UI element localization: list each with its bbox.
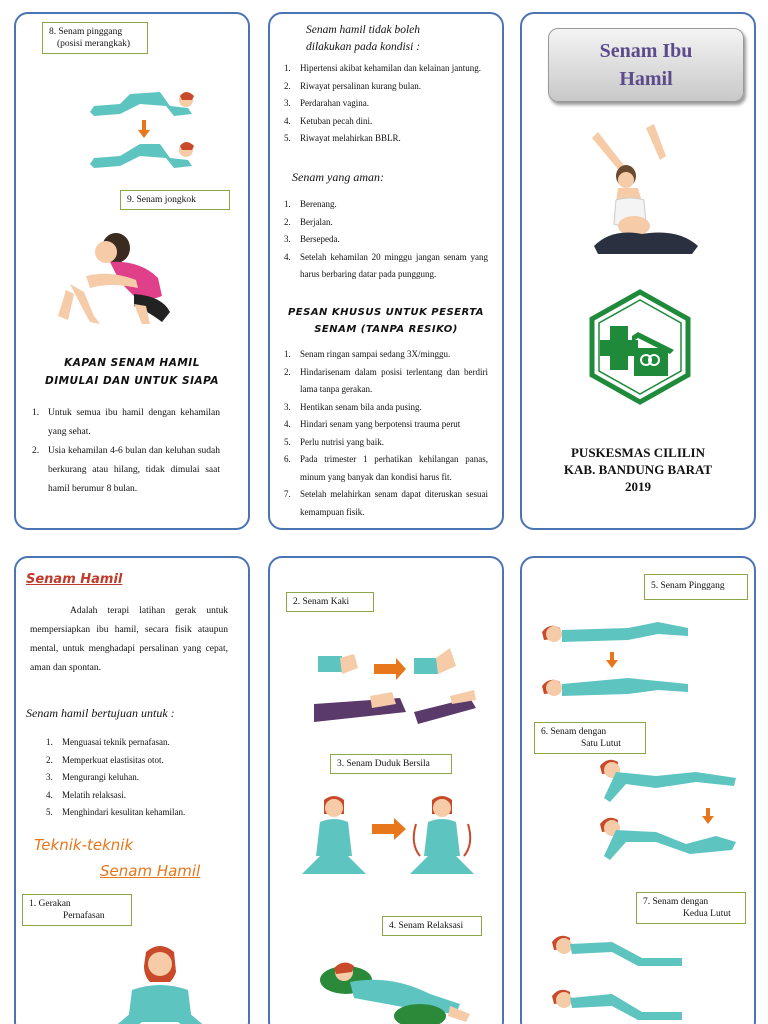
heading-line: dilakukan pada kondisi : xyxy=(306,41,421,53)
item-number: 1. xyxy=(284,199,291,209)
item-text: Menghindari kesulitan kehamilan. xyxy=(62,807,186,817)
list-item xyxy=(280,346,488,364)
item-number: 1. xyxy=(46,737,53,747)
heading-line: KAPAN SENAM HAMIL xyxy=(64,357,200,369)
list-item xyxy=(42,804,232,822)
item-text: Setelah kehamilan 20 minggu jangan senam yang harus berbaring datar pada punggung. xyxy=(300,251,488,279)
crawling-exercise-illustration xyxy=(80,84,210,174)
list-item xyxy=(280,113,488,131)
item-number: 5. xyxy=(284,436,291,447)
label-text: 8. Senam pinggang xyxy=(49,27,123,37)
item-number: 6. xyxy=(284,454,291,464)
item-number: 4. xyxy=(284,419,291,429)
item-text: Memperkuat elastisitas otot. xyxy=(62,754,164,765)
label-text: (posisi merangkak) xyxy=(57,39,131,49)
item-number: 1. xyxy=(284,349,291,359)
when-and-who-list xyxy=(28,404,220,499)
cross-legged-sitting-illustration xyxy=(296,794,476,878)
list-item xyxy=(280,399,488,417)
heading-line: Senam hamil tidak boleh xyxy=(306,24,421,36)
item-number: 2. xyxy=(46,754,53,765)
list-item xyxy=(280,249,488,284)
heading-line: Teknik-teknik xyxy=(34,836,134,854)
list-item xyxy=(28,442,220,499)
label-text: 4. Senam Relaksasi xyxy=(389,921,464,931)
label-senam-relaksasi xyxy=(382,916,482,936)
title-line: Senam Ibu xyxy=(599,40,693,62)
item-number: 2. xyxy=(284,80,291,91)
item-text: Berjalan. xyxy=(300,216,333,227)
list-item xyxy=(42,734,232,752)
label-text: 1. Gerakan xyxy=(29,899,71,909)
purpose-heading: Senam hamil bertujuan untuk : xyxy=(26,706,175,720)
org-line: KAB. BANDUNG BARAT xyxy=(563,462,713,477)
item-text: Mengurangi keluhan. xyxy=(62,772,139,782)
item-number: 7. xyxy=(284,489,291,499)
label-senam-kedua-lutut xyxy=(636,892,746,924)
item-number: 1. xyxy=(284,63,291,73)
list-item xyxy=(42,752,232,770)
special-message-heading xyxy=(276,304,496,338)
intro-paragraph: Adalah terapi latihan gerak untuk mempersiapkan ibu hamil, secara fisik ataupun mental, untuk menghadapi persalinan yang cepat, aman dan spontan. xyxy=(30,606,228,673)
panel-senam-hamil-intro xyxy=(14,556,250,1024)
label-text: Pernafasan xyxy=(63,911,105,921)
label-frame xyxy=(644,574,748,600)
item-number: 1. xyxy=(32,408,40,418)
list-item xyxy=(42,769,232,787)
panel-exercises-8-9 xyxy=(14,12,250,530)
item-text: Hentikan senam bila anda pusing. xyxy=(300,401,422,412)
label-text: Satu Lutut xyxy=(581,739,621,749)
item-number: 5. xyxy=(284,133,291,143)
list-item xyxy=(280,486,488,521)
item-text: Usia kehamilan 4-6 bulan dan keluhan sudah berkurang atau hilang, tidak dimulai saat hamil berumur 8 bulan. xyxy=(48,446,220,494)
label-senam-pinggang-8 xyxy=(42,22,148,54)
panel-cover xyxy=(520,12,756,530)
label-text: 3. Senam Duduk Bersila xyxy=(337,759,430,769)
item-text: Bersepeda. xyxy=(300,234,340,244)
item-number: 3. xyxy=(284,98,291,108)
label-text: 9. Senam jongkok xyxy=(127,195,196,205)
org-line: PUSKESMAS CILILIN xyxy=(570,445,705,460)
label-text: 6. Senam dengan xyxy=(541,727,607,737)
item-text: Berenang. xyxy=(300,199,337,209)
item-text: Menguasai teknik pernafasan. xyxy=(62,737,170,747)
yoga-woman-illustration xyxy=(582,118,712,258)
list-item xyxy=(280,364,488,399)
item-number: 2. xyxy=(284,366,291,377)
heading-line: PESAN KHUSUS UNTUK PESERTA xyxy=(287,307,485,318)
label-text: 7. Senam dengan xyxy=(643,897,709,907)
heading-line: DIMULAI DAN UNTUK SIAPA xyxy=(44,375,219,387)
title-line: Hamil xyxy=(619,68,673,90)
item-text: Pada trimester 1 perhatikan kehilangan panas, minum yang banyak dan kondisi harus fit. xyxy=(300,454,488,482)
item-text: Untuk semua ibu hamil dengan kehamilan yang sehat. xyxy=(48,408,220,437)
label-senam-duduk-bersila xyxy=(330,754,452,774)
list-item xyxy=(280,95,488,113)
breathing-exercise-illustration xyxy=(102,942,218,1024)
item-text: Melatih relaksasi. xyxy=(62,789,126,800)
label-senam-satu-lutut xyxy=(534,722,646,754)
item-number: 2. xyxy=(284,216,291,227)
foot-exercise-illustration xyxy=(310,642,480,732)
item-text: Perdarahan vagina. xyxy=(300,98,369,108)
one-knee-exercise-illustration xyxy=(586,758,746,868)
squatting-woman-illustration xyxy=(50,226,180,336)
item-number: 5. xyxy=(46,807,53,817)
item-text: Hipertensi akibat kehamilan dan kelainan jantung. xyxy=(300,63,481,73)
list-item xyxy=(280,196,488,214)
heading-line: Senam Hamil xyxy=(100,862,201,880)
item-number: 4. xyxy=(46,789,53,800)
item-text: Riwayat melahirkan BBLR. xyxy=(300,133,401,143)
label-gerakan-pernafasan xyxy=(22,894,132,926)
item-number: 3. xyxy=(46,772,53,782)
label-text: 5. Senam Pinggang xyxy=(651,581,725,591)
list-item xyxy=(280,60,488,78)
list-item xyxy=(280,434,488,452)
heading-line: SENAM (TANPA RESIKO) xyxy=(314,324,458,335)
special-message-list xyxy=(280,346,488,521)
puskesmas-logo-icon xyxy=(586,288,694,406)
item-text: Hindari senam yang berpotensi trauma perut xyxy=(300,419,461,429)
item-number: 3. xyxy=(284,234,291,244)
list-item xyxy=(280,231,488,249)
both-knees-exercise-illustration xyxy=(542,932,702,1024)
list-item xyxy=(42,787,232,805)
item-text: Senam ringan sampai sedang 3X/minggu. xyxy=(300,349,451,359)
item-text: Perlu nutrisi yang baik. xyxy=(300,436,384,447)
list-item xyxy=(280,78,488,96)
panel-exercises-5-7 xyxy=(520,556,756,1024)
waist-exercise-illustration xyxy=(538,618,708,702)
panel-exercises-2-4 xyxy=(268,556,504,1024)
list-item xyxy=(280,416,488,434)
contraindication-heading xyxy=(306,22,420,56)
label-senam-kaki xyxy=(286,592,374,612)
list-item xyxy=(280,214,488,232)
safe-exercise-heading: Senam yang aman: xyxy=(292,170,384,184)
item-number: 3. xyxy=(284,401,291,412)
item-text: Hindarisenam dalam posisi terlentang dan berdiri lama tanpa gerakan. xyxy=(300,366,488,394)
item-text: Riwayat persalinan kurang bulan. xyxy=(300,80,421,91)
senam-hamil-heading: Senam Hamil xyxy=(26,572,123,587)
item-number: 4. xyxy=(284,251,291,262)
safe-exercise-list xyxy=(280,196,488,284)
label-text: 2. Senam Kaki xyxy=(293,597,350,607)
contraindication-list xyxy=(280,60,488,148)
relaxation-lying-illustration xyxy=(310,954,480,1024)
organization-info xyxy=(522,444,754,495)
item-text: Setelah melahirkan senam dapat diteruskan sesuai kemampuan fisik. xyxy=(300,489,488,517)
item-text: Ketuban pecah dini. xyxy=(300,115,373,126)
org-year: 2019 xyxy=(625,479,651,494)
item-number: 2. xyxy=(32,446,40,456)
purpose-list xyxy=(42,734,232,822)
when-and-who-heading xyxy=(26,354,238,390)
panel-contraindications xyxy=(268,12,504,530)
technique-heading xyxy=(34,832,200,884)
list-item xyxy=(280,451,488,486)
label-senam-jongkok xyxy=(120,190,230,210)
list-item xyxy=(280,130,488,148)
item-number: 4. xyxy=(284,115,291,126)
label-text: Kedua Lutut xyxy=(683,909,731,919)
list-item xyxy=(28,404,220,442)
title-banner xyxy=(548,28,744,102)
